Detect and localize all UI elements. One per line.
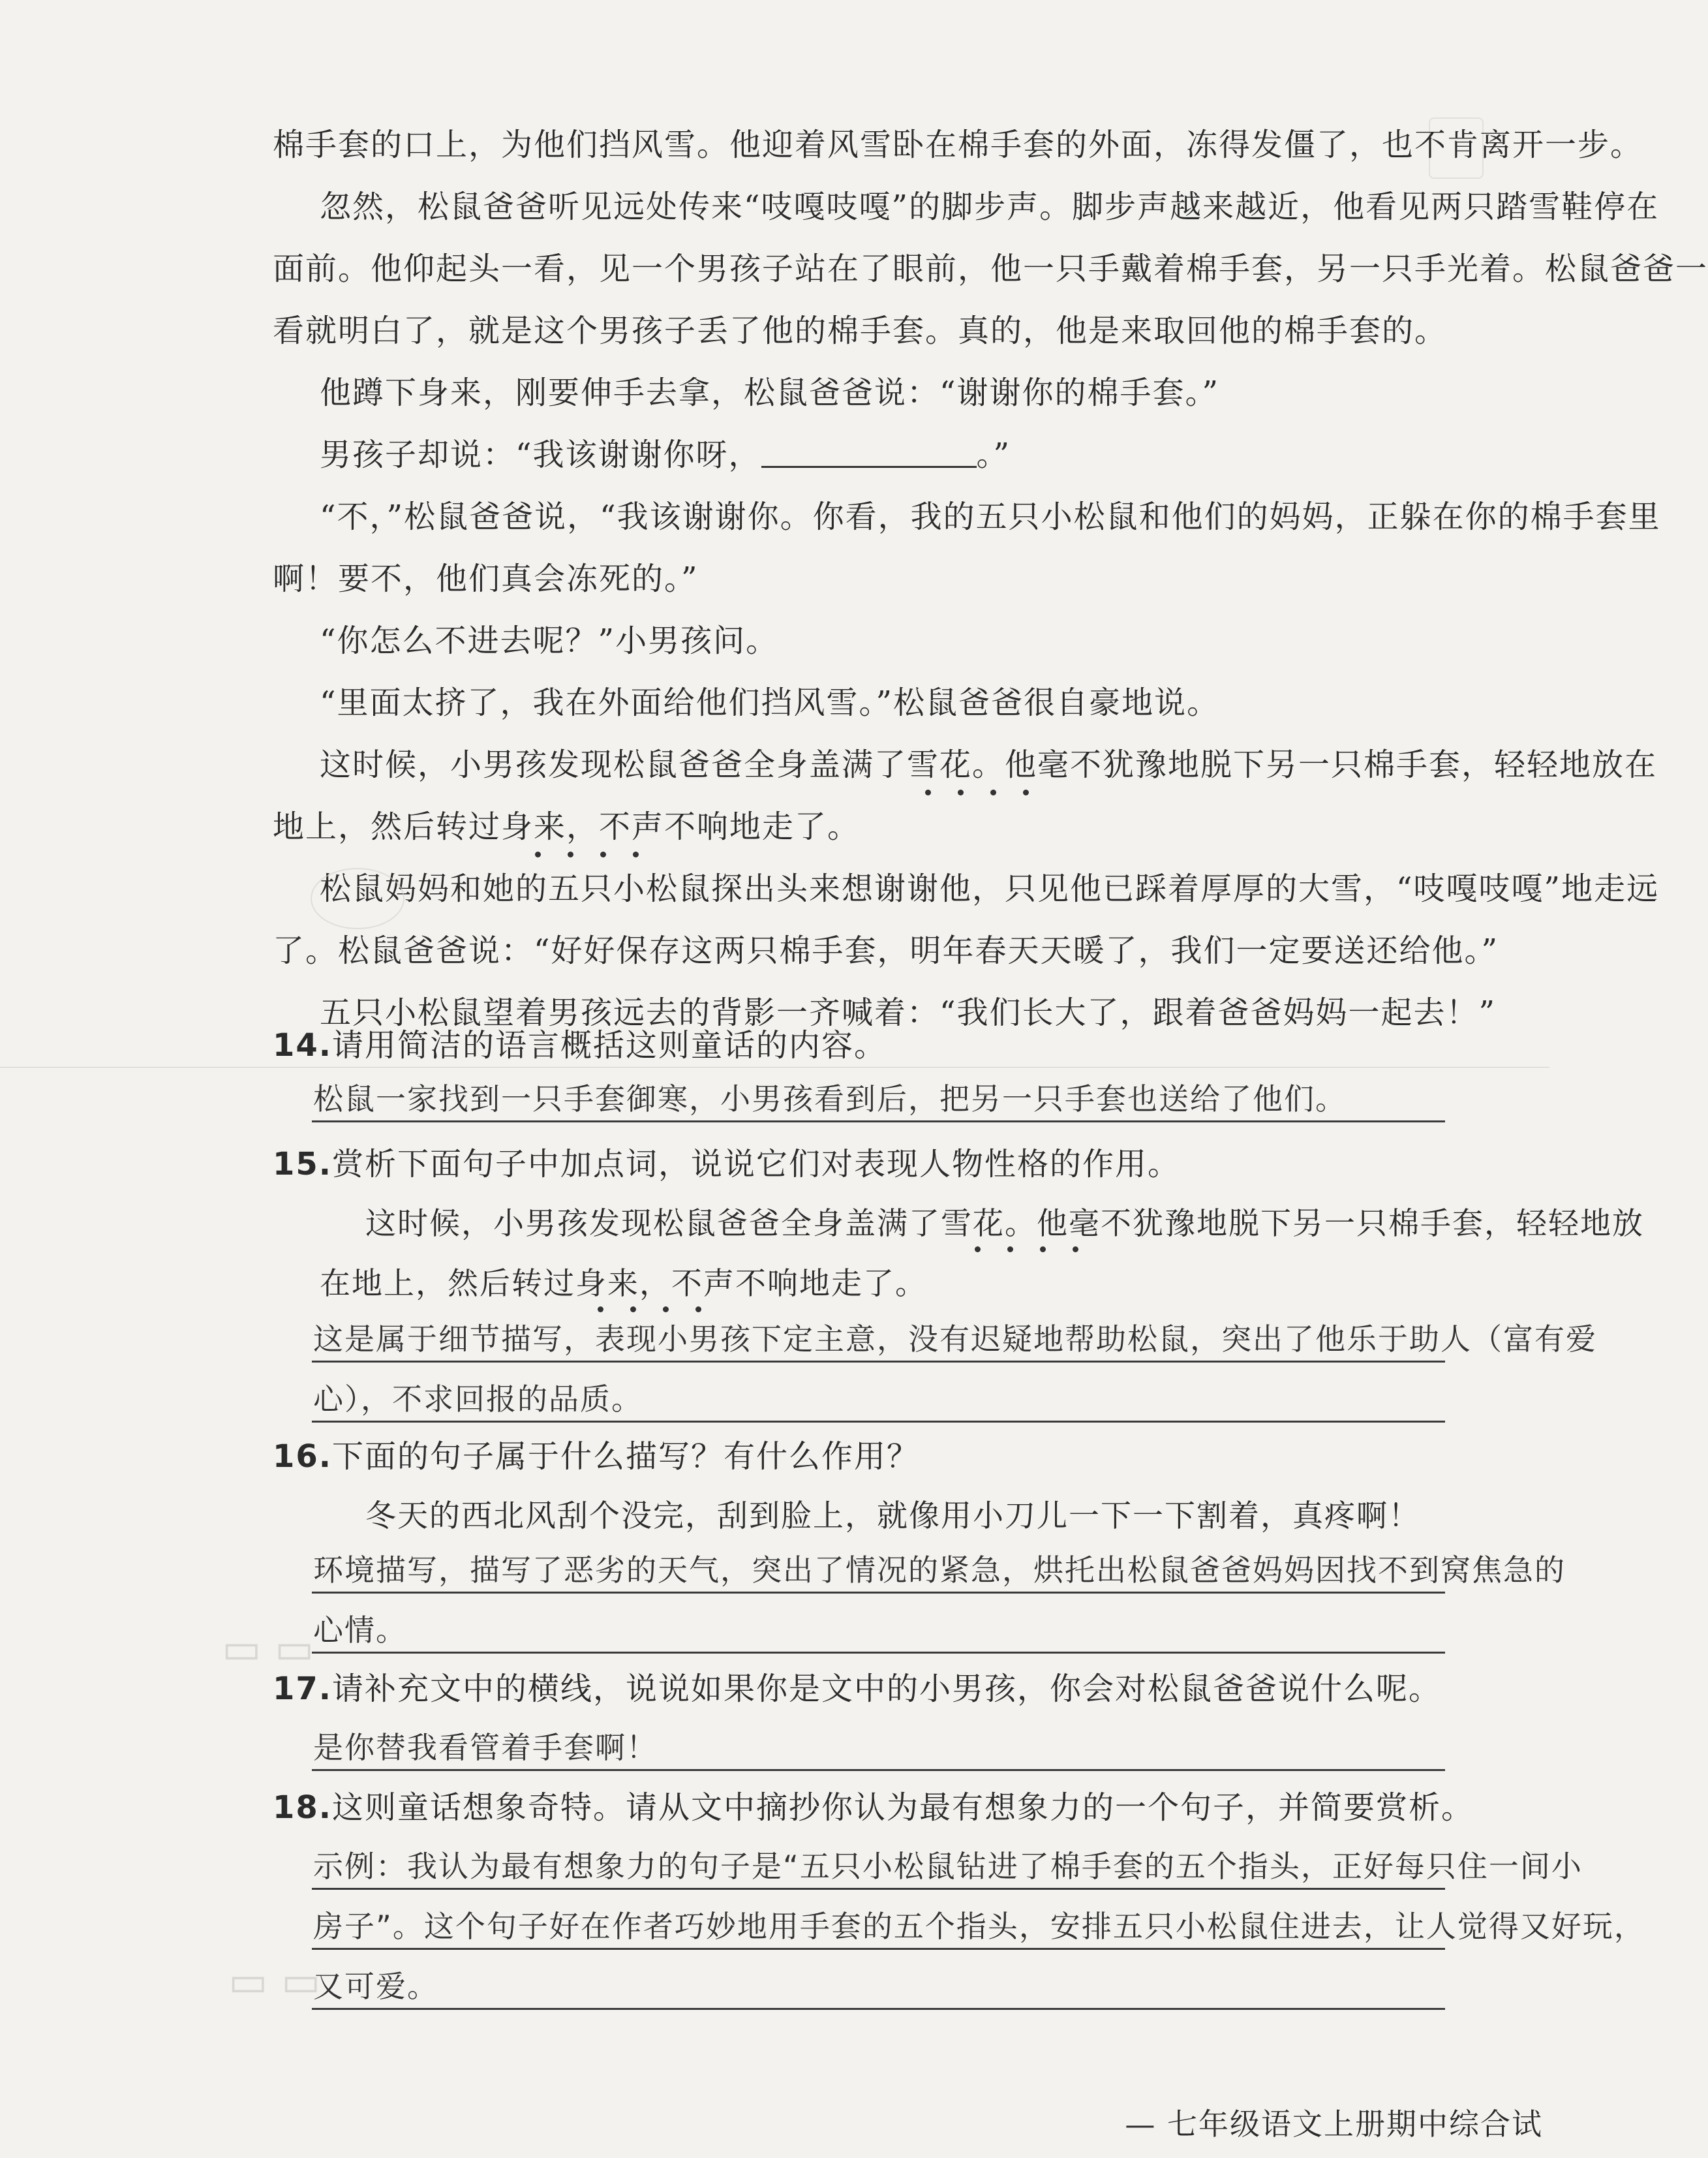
- quoted-sentence: 这时候，小男孩发现松鼠爸爸全身盖满了雪花。他毫不犹豫地脱下另一只棉手套，轻轻地放: [365, 1206, 1644, 1242]
- emphasis-dot: [990, 790, 996, 795]
- story-line: 松鼠妈妈和她的五只小松鼠探出头来想谢谢他，只见他已踩着厚厚的大雪，“吱嘎吱嘎”地走远: [320, 871, 1660, 907]
- story-line: 了。松鼠爸爸说：“好好保存这两只棉手套，明年春天天暖了，我们一定要送还给他。”: [273, 933, 1499, 969]
- story-text: 男孩子却说：“我该谢谢你呀，: [320, 437, 761, 473]
- watermark-logo: ▭ ▭: [222, 1625, 314, 1673]
- question-number: 15.: [273, 1146, 333, 1182]
- story-line: “不，”松鼠爸爸说，“我该谢谢你。你看，我的五只小松鼠和他们的妈妈，正躲在你的棉手套里: [320, 499, 1661, 535]
- answer-rule: [312, 1361, 1445, 1363]
- answer-rule: [312, 1888, 1445, 1890]
- question-14: [273, 1026, 887, 1065]
- question-text: 请用简洁的语言概括这则童话的内容。: [332, 1027, 887, 1064]
- page-fold-line: [0, 1067, 1549, 1068]
- emphasis-dot: [958, 790, 964, 795]
- story-line: [320, 435, 1011, 474]
- answer-line: 示例：我认为最有想象力的句子是“五只小松鼠钻进了棉手套的五个指头，正好每只住一间小: [313, 1849, 1583, 1884]
- emphasis-dot: [975, 1246, 981, 1252]
- answer-rule: [312, 1652, 1445, 1654]
- story-line: 这时候，小男孩发现松鼠爸爸全身盖满了雪花。他毫不犹豫地脱下另一只棉手套，轻轻地放在: [320, 747, 1658, 783]
- emphasis-dot: [663, 1306, 669, 1312]
- story-line: 地上，然后转过身来，不声不响地走了。: [273, 809, 861, 845]
- answer-rule: [312, 1120, 1445, 1122]
- emphasis-dot: [695, 1306, 701, 1312]
- emphasis-dot: [925, 790, 931, 795]
- story-line: 棉手套的口上，为他们挡风雪。他迎着风雪卧在棉手套的外面，冻得发僵了，也不肯离开一步。: [273, 127, 1643, 163]
- story-line: 啊！要不，他们真会冻死的。”: [273, 561, 699, 597]
- question-15: [273, 1145, 1180, 1184]
- quoted-sentence: 冬天的西北风刮个没完，刮到脸上，就像用小刀儿一下一下割着，真疼啊！: [365, 1498, 1420, 1534]
- story-line: “里面太挤了，我在外面给他们挡风雪。”松鼠爸爸很自豪地说。: [320, 685, 1220, 721]
- question-17: [273, 1669, 1441, 1708]
- question-number: 16.: [273, 1438, 333, 1475]
- story-line: 五只小松鼠望着男孩远去的背影一齐喊着：“我们长大了，跟着爸爸妈妈一起去！”: [320, 994, 1497, 1031]
- answer-rule: [312, 1948, 1445, 1950]
- emphasis-dot: [600, 852, 606, 857]
- emphasis-dot: [630, 1306, 636, 1312]
- faint-stamp: [311, 868, 404, 929]
- fill-in-blank: [761, 437, 977, 468]
- question-18: [273, 1788, 1474, 1827]
- answer-line: 是你替我看管着手套啊！: [313, 1730, 658, 1765]
- answer-line: 心），不求回报的品质。: [313, 1381, 643, 1417]
- watermark-logo: ▭ ▭: [228, 1958, 321, 2006]
- answer-line: 房子”。这个句子好在作者巧妙地用手套的五个指头，安排五只小松鼠住进去，让人觉得又好玩，: [313, 1909, 1645, 1944]
- answer-rule: [312, 1769, 1445, 1771]
- answer-line: 松鼠一家找到一只手套御寒，小男孩看到后，把另一只手套也送给了他们。: [313, 1081, 1347, 1117]
- emphasis-dot: [1040, 1246, 1046, 1252]
- story-line: 看就明白了，就是这个男孩子丢了他的棉手套。真的，他是来取回他的棉手套的。: [273, 313, 1448, 349]
- question-number: 17.: [273, 1671, 333, 1707]
- answer-rule: [312, 2008, 1445, 2010]
- question-number: 18.: [273, 1789, 333, 1826]
- answer-rule: [312, 1421, 1445, 1423]
- emphasis-dot: [1073, 1246, 1078, 1252]
- answer-line: 心情。: [313, 1612, 407, 1648]
- answer-rule: [312, 1592, 1445, 1594]
- answer-line: 又可爱。: [313, 1969, 438, 2004]
- emphasis-dot: [633, 852, 639, 857]
- answer-line: 环境描写，描写了恶劣的天气，突出了情况的紧急，烘托出松鼠爸爸妈妈因找不到窝焦急的: [313, 1552, 1566, 1588]
- emphasis-dot: [1023, 790, 1029, 795]
- question-text: 下面的句子属于什么描写？有什么作用？: [332, 1438, 920, 1475]
- story-line: 面前。他仰起头一看，见一个男孩子站在了眼前，他一只手戴着棉手套，另一只手光着。松鼠爸爸一: [273, 251, 1708, 287]
- page-footer: — 七年级语文上册期中综合试: [1125, 2106, 1543, 2142]
- answer-line: 这是属于细节描写，表现小男孩下定主意，没有迟疑地帮助松鼠，突出了他乐于助人（富有爱: [313, 1321, 1597, 1357]
- story-line: 他蹲下身来，刚要伸手去拿，松鼠爸爸说：“谢谢你的棉手套。”: [320, 375, 1220, 411]
- quoted-sentence: 在地上，然后转过身来，不声不响地走了。: [320, 1266, 927, 1302]
- emphasis-dot: [1007, 1246, 1013, 1252]
- question-16: [273, 1437, 919, 1476]
- story-line: “你怎么不进去呢？”小男孩问。: [320, 623, 779, 659]
- question-text: 请补充文中的横线，说说如果你是文中的小男孩，你会对松鼠爸爸说什么呢。: [332, 1671, 1442, 1707]
- emphasis-dot: [568, 852, 573, 857]
- story-line: 忽然，松鼠爸爸听见远处传来“吱嘎吱嘎”的脚步声。脚步声越来越近，他看见两只踏雪鞋停在: [320, 189, 1660, 225]
- question-text: 赏析下面句子中加点词，说说它们对表现人物性格的作用。: [332, 1146, 1181, 1182]
- emphasis-dot: [535, 852, 541, 857]
- question-text: 这则童话想象奇特。请从文中摘抄你认为最有想象力的一个句子，并简要赏析。: [332, 1789, 1474, 1826]
- question-number: 14.: [273, 1027, 333, 1064]
- emphasis-dot: [598, 1306, 603, 1312]
- story-text: 。”: [976, 437, 1011, 473]
